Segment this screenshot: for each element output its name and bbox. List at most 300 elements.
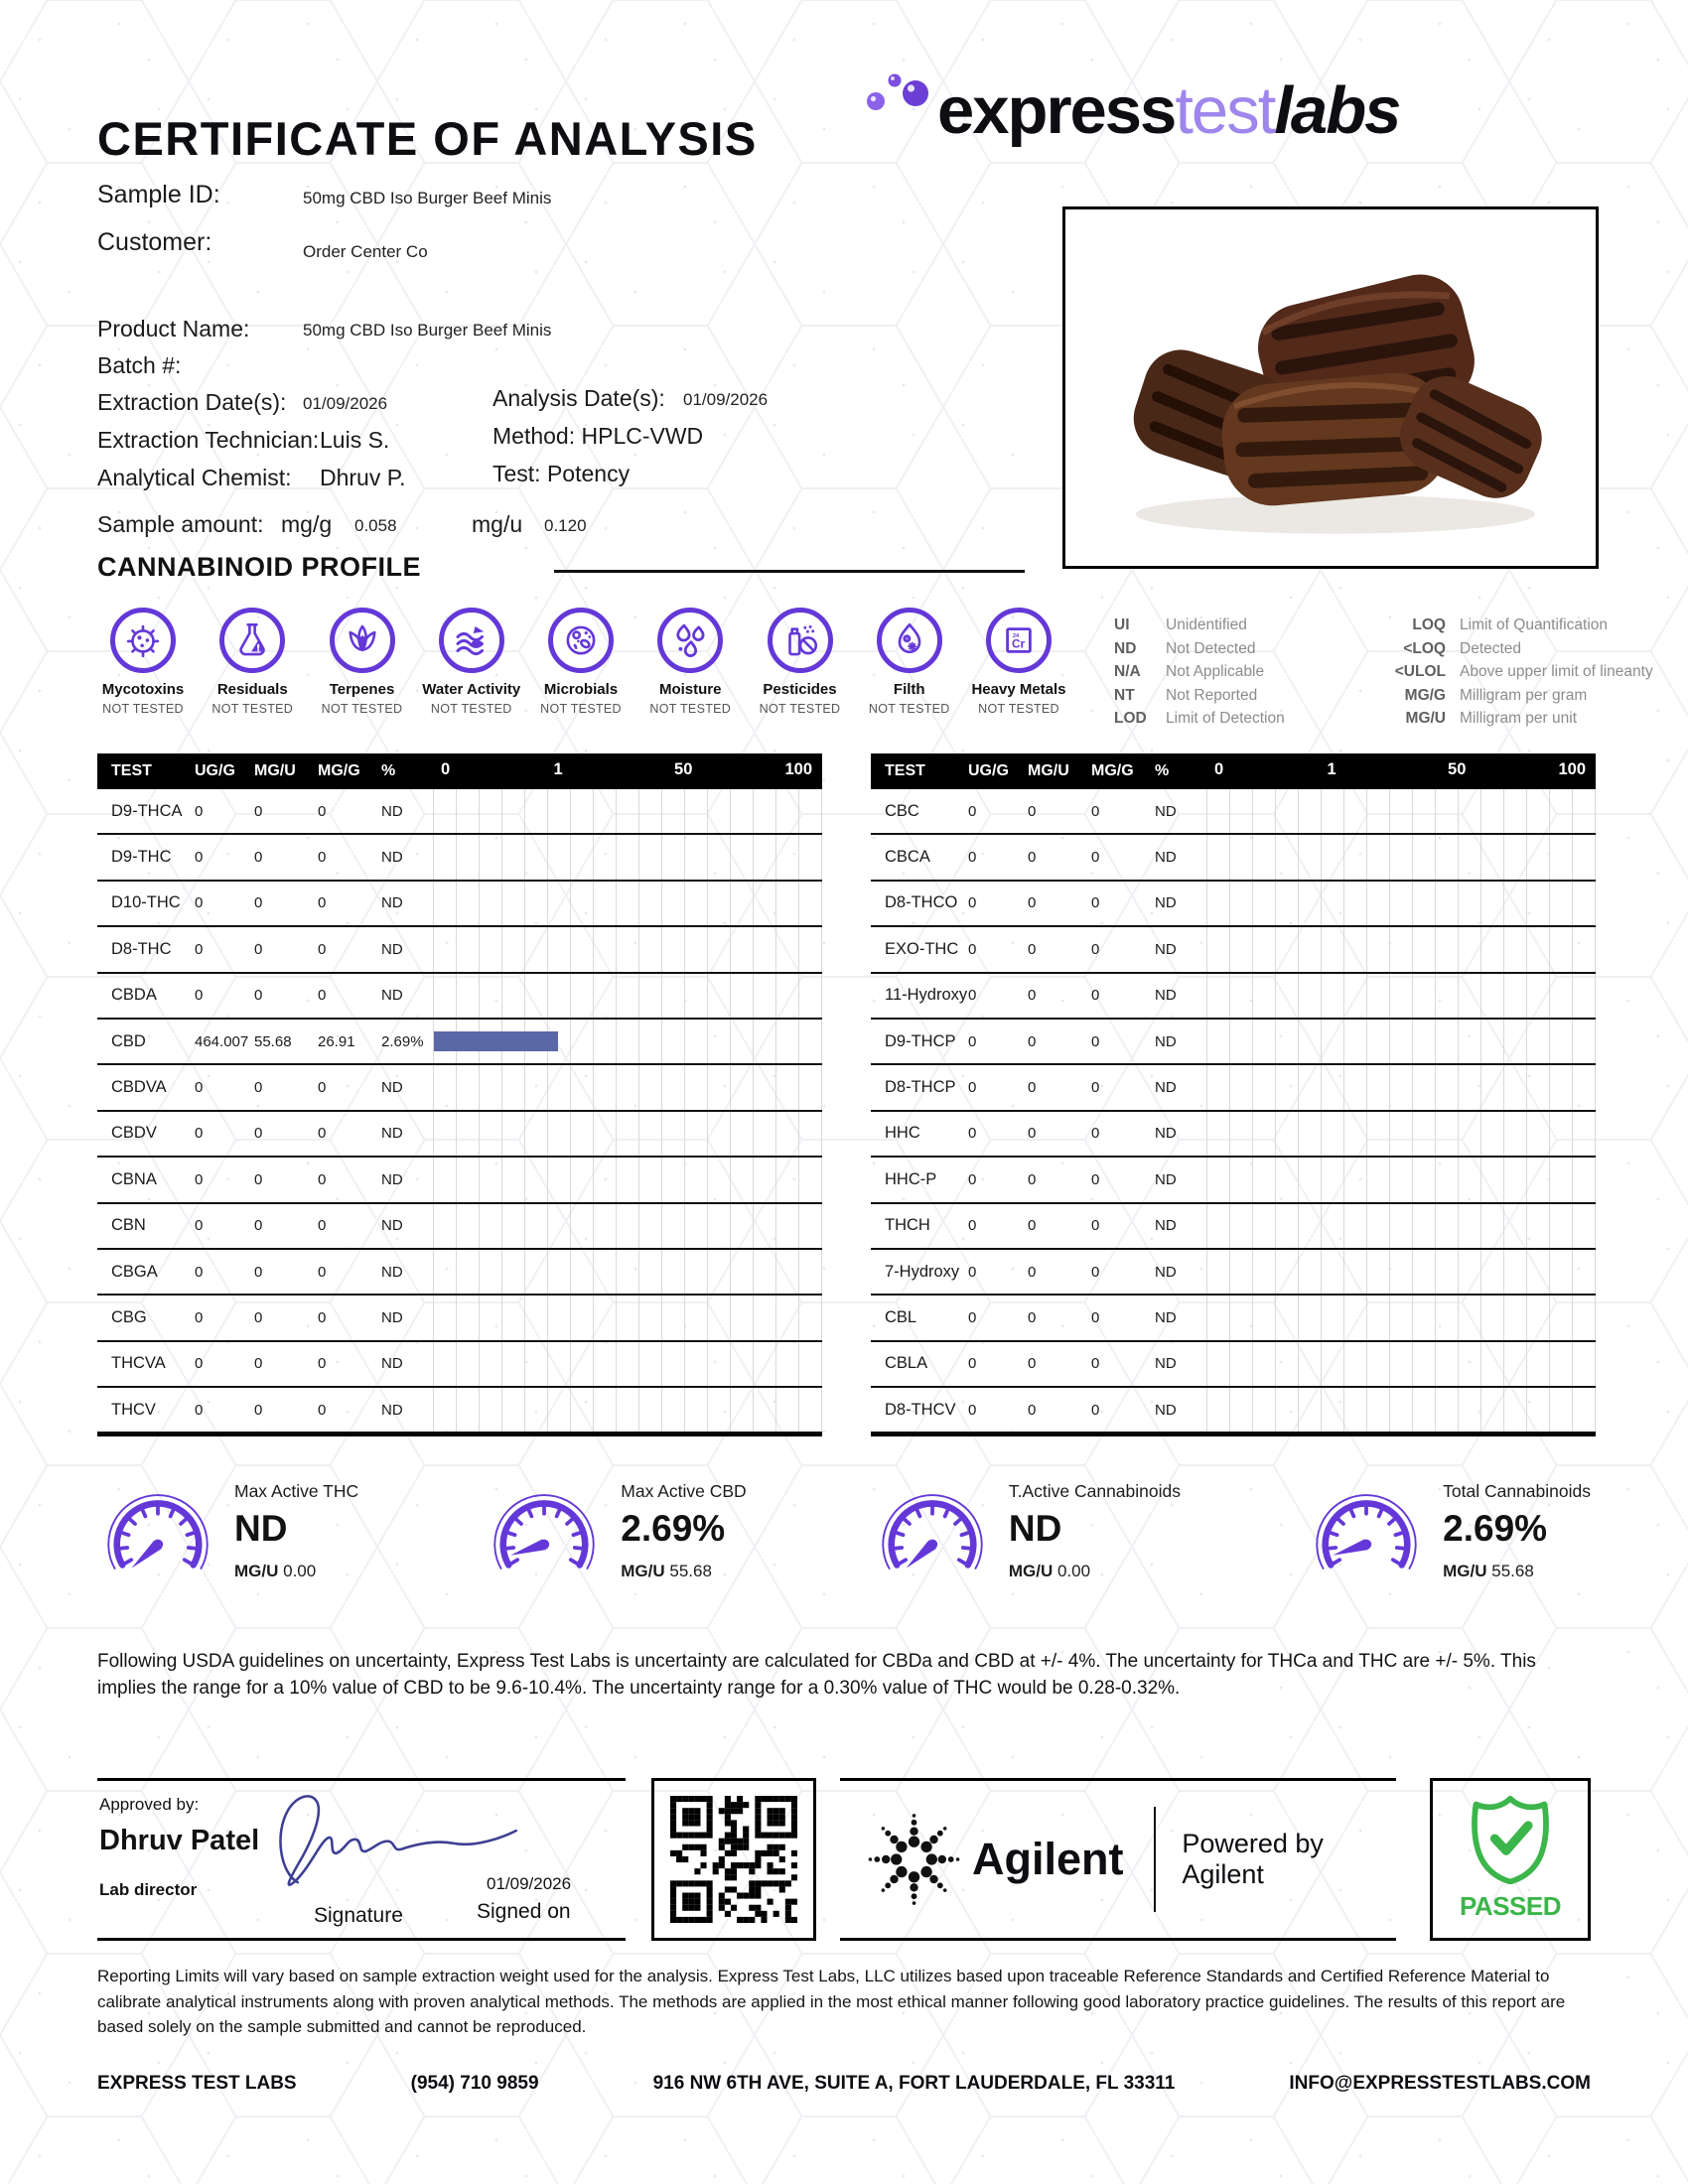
cell-mgg: 0 xyxy=(1091,1217,1100,1235)
shield-check-icon xyxy=(1467,1793,1554,1884)
cell-chart xyxy=(433,1020,822,1063)
table-row xyxy=(97,835,822,881)
cell-mgu: 0 xyxy=(1028,940,1037,958)
legend-desc: Milligram per gram xyxy=(1460,686,1588,704)
cell-test-name: CBDA xyxy=(111,986,157,1005)
gauge-title: Max Active THC xyxy=(234,1481,359,1501)
gauge-unit xyxy=(621,1562,746,1581)
gauge-unit xyxy=(1443,1562,1591,1581)
cell-ugg: 0 xyxy=(968,987,977,1005)
cell-chart xyxy=(433,927,822,971)
cell-pct: ND xyxy=(1155,1032,1177,1050)
legend-abbr: ND xyxy=(1114,639,1137,657)
test-value: Test: Potency xyxy=(492,461,631,486)
cell-test-name: CBCA xyxy=(885,848,930,867)
screening-label: Mycotoxins xyxy=(101,681,185,698)
cell-mgu: 0 xyxy=(1028,894,1037,912)
cell-ugg: 464.007 xyxy=(195,1032,249,1050)
table-row xyxy=(97,1065,822,1111)
cell-chart xyxy=(433,1250,822,1294)
cell-chart xyxy=(1206,1250,1596,1294)
cell-mgu: 55.68 xyxy=(254,1032,292,1050)
cell-test-name: 11-Hydroxy xyxy=(885,986,968,1005)
cell-ugg: 0 xyxy=(968,1308,977,1326)
cell-test-name: D9-THCP xyxy=(885,1031,956,1050)
agilent-attribution xyxy=(840,1778,1396,1941)
logo-wordmark xyxy=(866,73,1400,148)
gauge-title: Total Cannabinoids xyxy=(1443,1481,1591,1501)
cell-mgu: 0 xyxy=(1028,1032,1037,1050)
uncertainty-statement: Following USDA guidelines on uncertainty, Express Test Labs is uncertainty are calculated for CBDa and CBD at +/- 4%. The uncertainty for THCa and THC are +/- 5%. This implies the range for a 10% value of CBD to be 9.6-10.4%. The uncertainty range for a 0.30% value of THC would be 0.28-0.32%. xyxy=(97,1651,1536,1699)
gauge-dial-icon xyxy=(97,1487,218,1594)
screening-icon-circle xyxy=(439,608,504,673)
cell-mgu: 0 xyxy=(1028,802,1037,820)
table-row xyxy=(871,1112,1596,1158)
cell-chart xyxy=(1206,1296,1596,1339)
legend-abbr: LOQ xyxy=(1412,616,1446,633)
col-pct: % xyxy=(1155,762,1170,779)
table-row xyxy=(871,1388,1596,1433)
analysis-date-label: Analysis Date(s): xyxy=(492,385,665,411)
cell-mgg: 0 xyxy=(1091,1401,1100,1419)
cell-ugg: 0 xyxy=(195,1308,204,1326)
logo-labs-text: labs xyxy=(1274,73,1400,148)
screening-item xyxy=(311,608,414,716)
footer-email: INFO@EXPRESSTESTLABS.COM xyxy=(1289,2073,1591,2094)
cell-mgu: 0 xyxy=(254,1125,263,1143)
table-row xyxy=(871,1204,1596,1250)
cell-chart xyxy=(1206,1388,1596,1432)
extraction-technician-value: Luis S. xyxy=(320,427,390,453)
cell-ugg: 0 xyxy=(968,1217,977,1235)
legend-row xyxy=(1382,614,1653,637)
gauge-text xyxy=(621,1481,746,1581)
cell-pct: ND xyxy=(381,1217,403,1235)
legend-abbr: MG/U xyxy=(1405,710,1446,727)
legend-row xyxy=(1114,637,1354,661)
gauge-unit-value: 55.68 xyxy=(669,1562,712,1580)
analytical-chemist-value: Dhruv P. xyxy=(320,465,406,490)
scale-0: 0 xyxy=(441,760,451,778)
legend-row xyxy=(1114,684,1354,708)
cell-test-name: D10-THC xyxy=(111,893,181,912)
gauge-dial-icon xyxy=(1306,1487,1427,1594)
screening-icon xyxy=(122,619,164,661)
legend-row xyxy=(1382,660,1653,684)
legend-abbr: UI xyxy=(1114,616,1130,633)
cell-ugg: 0 xyxy=(195,1079,204,1097)
scale-0: 0 xyxy=(1214,760,1224,778)
gauge-dial-icon xyxy=(484,1487,605,1594)
cell-mgg: 0 xyxy=(1091,1355,1100,1373)
cell-chart xyxy=(433,1342,822,1386)
cell-ugg: 0 xyxy=(968,849,977,867)
cell-chart xyxy=(1206,1020,1596,1063)
agilent-brand: Agilent xyxy=(972,1834,1124,1884)
screening-icon-circle xyxy=(657,608,723,673)
cell-chart xyxy=(1206,1204,1596,1248)
cell-mgg: 0 xyxy=(1091,802,1100,820)
cell-mgu: 0 xyxy=(254,849,263,867)
cell-mgu: 0 xyxy=(254,1263,263,1281)
cell-mgg: 0 xyxy=(318,1217,327,1235)
cell-chart xyxy=(1206,1342,1596,1386)
table-row xyxy=(97,1020,822,1065)
cell-mgg: 0 xyxy=(1091,940,1100,958)
cell-pct: ND xyxy=(1155,1170,1177,1188)
cell-mgu: 0 xyxy=(254,987,263,1005)
legend-desc: Unidentified xyxy=(1166,616,1247,633)
summary-gauges xyxy=(97,1481,1591,1594)
cell-pct: ND xyxy=(381,802,403,820)
legend-desc: Above upper limit of lineanty xyxy=(1460,663,1653,680)
legend-desc: Milligram per unit xyxy=(1460,710,1578,727)
gauge-unit-abbr: MG/U xyxy=(1008,1562,1054,1580)
screening-status: NOT TESTED xyxy=(540,702,622,716)
footer-address: 916 NW 6TH AVE, SUITE A, FORT LAUDERDALE, FL 33311 xyxy=(652,2073,1176,2094)
screening-icon xyxy=(779,619,821,661)
batch-label: Batch #: xyxy=(97,352,182,378)
cell-test-name: D8-THCP xyxy=(885,1078,956,1097)
screening-icon-row xyxy=(91,608,1070,716)
screening-icon-circle xyxy=(877,608,942,673)
cell-pct: ND xyxy=(1155,802,1177,820)
cell-pct: ND xyxy=(1155,1263,1177,1281)
extraction-technician-label: Extraction Technician: xyxy=(97,427,320,453)
table-body xyxy=(97,789,822,1436)
beef-jerky-image xyxy=(1077,221,1584,554)
screening-icon-circle xyxy=(110,608,176,673)
signature-label: Signature xyxy=(314,1904,403,1927)
footer-company: EXPRESS TEST LABS xyxy=(97,2073,297,2094)
cell-chart xyxy=(1206,974,1596,1018)
cell-ugg: 0 xyxy=(968,1355,977,1373)
cell-test-name: CBDVA xyxy=(111,1078,167,1097)
table-body xyxy=(871,789,1596,1436)
footer-bar xyxy=(97,2073,1591,2095)
cell-chart xyxy=(433,1065,822,1109)
scale-100: 100 xyxy=(784,760,812,778)
cannabinoid-profile-heading: CANNABINOID PROFILE xyxy=(97,552,421,582)
screening-icon xyxy=(560,619,602,661)
section-heading-rule xyxy=(554,570,1025,573)
cell-mgg: 0 xyxy=(1091,1079,1100,1097)
agilent-starburst-icon xyxy=(866,1808,962,1911)
screening-icon xyxy=(451,619,492,661)
scale-100: 100 xyxy=(1558,760,1586,778)
cell-pct: ND xyxy=(381,1263,403,1281)
legend-desc: Limit of Quantification xyxy=(1460,616,1609,633)
sample-amount-label: Sample amount: xyxy=(97,511,264,537)
screening-label: Moisture xyxy=(658,681,722,698)
cell-chart xyxy=(433,974,822,1018)
table-row xyxy=(871,835,1596,881)
screening-item xyxy=(420,608,523,716)
gauge-title: Max Active CBD xyxy=(621,1481,747,1501)
logo-bubbles-icon xyxy=(862,66,935,123)
legend-abbr: MG/G xyxy=(1404,686,1446,704)
cell-mgg: 0 xyxy=(318,1401,327,1419)
screening-label: Filth xyxy=(893,681,925,698)
cell-chart xyxy=(1206,789,1596,833)
cell-test-name: THCVA xyxy=(111,1354,166,1373)
cell-ugg: 0 xyxy=(195,894,204,912)
cell-test-name: THCV xyxy=(111,1400,156,1419)
cell-pct: ND xyxy=(381,1170,403,1188)
gauge-text xyxy=(1009,1481,1181,1581)
cell-pct: ND xyxy=(381,940,403,958)
cell-test-name: D8-THC xyxy=(111,939,172,958)
disclaimer-text: Reporting Limits will vary based on sample extraction weight used for the analysis. Express Test Labs, LLC utilizes based upon traceable Reference Standards and Certified Reference Material to calibrate analytical instruments along with proven analytical methods. The methods are applied in the most ethical manner following good laboratory practice guidelines. The results of this report are based solely on the sample submitted and cannot be reproduced. xyxy=(97,1967,1566,2036)
table-header xyxy=(97,753,822,789)
scale-50: 50 xyxy=(1448,760,1467,778)
cell-test-name: HHC xyxy=(885,1124,920,1143)
cell-mgg: 0 xyxy=(318,894,327,912)
table-row xyxy=(871,789,1596,835)
scale-50: 50 xyxy=(674,760,693,778)
legend-column-2 xyxy=(1382,614,1653,731)
screening-item xyxy=(529,608,633,716)
table-row xyxy=(97,1342,822,1388)
sample-id-value: 50mg CBD Iso Burger Beef Minis xyxy=(303,189,552,207)
gauge-value: ND xyxy=(234,1508,288,1549)
cell-chart xyxy=(433,1388,822,1432)
screening-label: Terpenes xyxy=(329,681,395,698)
gauge-unit-value: 55.68 xyxy=(1491,1562,1534,1580)
cell-mgu: 0 xyxy=(254,1355,263,1373)
cell-mgg: 0 xyxy=(318,1355,327,1373)
col-mgu: MG/U xyxy=(254,762,296,779)
qr-code xyxy=(651,1778,816,1941)
screening-icon xyxy=(342,619,383,661)
cell-chart xyxy=(1206,1158,1596,1201)
gauge-title: T.Active Cannabinoids xyxy=(1008,1481,1181,1501)
cell-chart xyxy=(1206,1065,1596,1109)
col-test: TEST xyxy=(111,762,152,779)
cell-mgg: 0 xyxy=(318,987,327,1005)
col-mgg: MG/G xyxy=(1091,762,1134,779)
cell-ugg: 0 xyxy=(195,1170,204,1188)
screening-icon-circle xyxy=(330,608,395,673)
cell-ugg: 0 xyxy=(968,1263,977,1281)
cell-chart xyxy=(433,835,822,879)
table-row xyxy=(97,1204,822,1250)
cell-test-name: D8-THCO xyxy=(885,893,958,912)
cell-mgg: 0 xyxy=(318,802,327,820)
screening-label: Pesticides xyxy=(763,681,837,698)
legend-abbr: LOD xyxy=(1114,710,1147,727)
cell-test-name: CBLA xyxy=(885,1354,928,1373)
legend-desc: Detected xyxy=(1460,639,1522,657)
col-mgg: MG/G xyxy=(318,762,360,779)
gauge-text xyxy=(234,1481,358,1581)
gauge-unit-abbr: MG/U xyxy=(621,1562,665,1580)
cell-mgg: 0 xyxy=(1091,987,1100,1005)
gauge-value: 2.69% xyxy=(1443,1508,1548,1549)
table-row xyxy=(871,1342,1596,1388)
signed-on-label: Signed on xyxy=(477,1900,571,1923)
cell-mgu: 0 xyxy=(254,802,263,820)
cell-mgg: 0 xyxy=(1091,1308,1100,1326)
sample-amount-mgu-value: 0.120 xyxy=(544,516,587,535)
legend-row xyxy=(1382,684,1653,708)
cell-test-name: D8-THCV xyxy=(885,1400,956,1419)
cell-mgu: 0 xyxy=(254,1308,263,1326)
cell-chart xyxy=(1206,882,1596,925)
table-row xyxy=(871,1250,1596,1296)
legend-abbr: <ULOL xyxy=(1394,663,1446,680)
approver-role: Lab director xyxy=(99,1880,198,1899)
screening-status: NOT TESTED xyxy=(868,702,950,716)
scale-1: 1 xyxy=(1327,760,1336,778)
screening-icon xyxy=(669,619,711,661)
cell-chart xyxy=(433,1296,822,1339)
product-name-label: Product Name: xyxy=(97,316,250,341)
table-row xyxy=(871,1020,1596,1065)
abbreviation-legend xyxy=(1114,614,1653,731)
screening-status: NOT TESTED xyxy=(649,702,732,716)
cell-ugg: 0 xyxy=(195,1401,204,1419)
screening-item xyxy=(201,608,304,716)
gauge-unit xyxy=(1009,1562,1181,1581)
cell-test-name: CBD xyxy=(111,1031,146,1050)
powered-by-agilent-label: Powered by Agilent xyxy=(1182,1829,1324,1889)
gauge-unit-abbr: MG/U xyxy=(234,1562,279,1580)
product-photo xyxy=(1062,206,1599,569)
screening-item xyxy=(91,608,195,716)
gauge-dial-icon xyxy=(872,1487,993,1594)
cell-mgu: 0 xyxy=(1028,1308,1037,1326)
cell-mgu: 0 xyxy=(1028,849,1037,867)
screening-item xyxy=(967,608,1070,716)
scale-1: 1 xyxy=(553,760,563,778)
cell-pct: ND xyxy=(1155,1401,1177,1419)
legend-abbr: NT xyxy=(1114,686,1135,704)
screening-item xyxy=(858,608,961,716)
cell-mgu: 0 xyxy=(254,1401,263,1419)
extraction-date-value: 01/09/2026 xyxy=(303,394,388,413)
cell-pct: 2.69% xyxy=(381,1032,424,1050)
table-row xyxy=(871,1296,1596,1341)
col-ugg: UG/G xyxy=(968,762,1009,779)
cell-pct: ND xyxy=(1155,1355,1177,1373)
cell-mgg: 0 xyxy=(1091,849,1100,867)
cell-mgg: 0 xyxy=(1091,1032,1100,1050)
cell-mgg: 0 xyxy=(1091,1263,1100,1281)
legend-abbr: N/A xyxy=(1114,663,1141,680)
screening-status: NOT TESTED xyxy=(978,702,1059,716)
table-row xyxy=(871,1158,1596,1203)
gauge xyxy=(97,1481,358,1594)
cell-test-name: CBNA xyxy=(111,1169,157,1188)
cell-chart xyxy=(433,1204,822,1248)
cell-chart xyxy=(433,882,822,925)
cell-mgg: 0 xyxy=(318,1308,327,1326)
screening-label: Microbials xyxy=(543,681,619,698)
cell-pct: ND xyxy=(381,987,403,1005)
cell-test-name: CBDV xyxy=(111,1124,157,1143)
cell-pct: ND xyxy=(1155,894,1177,912)
chart-scale xyxy=(433,753,822,789)
signed-date: 01/09/2026 xyxy=(487,1874,572,1893)
approval-box xyxy=(97,1778,626,1941)
cell-ugg: 0 xyxy=(195,940,204,958)
cell-pct: ND xyxy=(1155,1217,1177,1235)
cell-test-name: CBL xyxy=(885,1307,917,1326)
cell-test-name: CBN xyxy=(111,1216,146,1235)
cell-pct: ND xyxy=(1155,940,1177,958)
table-row xyxy=(97,974,822,1020)
chart-scale xyxy=(1206,753,1596,789)
footer-phone: (954) 710 9859 xyxy=(410,2073,539,2094)
sample-amount-mgg-value: 0.058 xyxy=(354,516,397,535)
express-test-labs-logo xyxy=(866,73,1400,148)
product-name-value: 50mg CBD Iso Burger Beef Minis xyxy=(303,321,552,340)
screening-label: Water Activity xyxy=(422,681,521,698)
screening-icon-circle xyxy=(768,608,833,673)
cell-pct: ND xyxy=(381,1401,403,1419)
screening-icon-circle xyxy=(219,608,285,673)
analytical-chemist-label: Analytical Chemist: xyxy=(97,465,292,490)
gauge-unit xyxy=(234,1562,358,1581)
cell-mgu: 0 xyxy=(1028,1217,1037,1235)
cell-mgu: 0 xyxy=(254,940,263,958)
passed-badge xyxy=(1430,1778,1591,1941)
col-pct: % xyxy=(381,762,396,779)
sample-id-label: Sample ID: xyxy=(97,181,220,208)
legend-row xyxy=(1382,637,1653,661)
table-row xyxy=(97,789,822,835)
cell-ugg: 0 xyxy=(968,1079,977,1097)
cell-mgu: 0 xyxy=(254,1079,263,1097)
table-row xyxy=(97,1388,822,1433)
gauge-unit-value: 0.00 xyxy=(1056,1562,1091,1580)
cell-mgu: 0 xyxy=(1028,1401,1037,1419)
cell-chart xyxy=(1206,1112,1596,1156)
cell-ugg: 0 xyxy=(195,1355,204,1373)
col-ugg: UG/G xyxy=(195,762,235,779)
cell-mgg: 26.91 xyxy=(318,1032,355,1050)
sample-amount-mgu-label: mg/u xyxy=(472,511,523,537)
cell-mgg: 0 xyxy=(318,1170,327,1188)
cell-mgg: 0 xyxy=(318,1079,327,1097)
cell-test-name: CBC xyxy=(885,801,919,820)
cell-ugg: 0 xyxy=(968,1032,977,1050)
cell-mgu: 0 xyxy=(1028,1125,1037,1143)
table-row xyxy=(871,1065,1596,1111)
qr-code-image xyxy=(670,1796,797,1923)
gauge xyxy=(1306,1481,1591,1594)
screening-label: Heavy Metals xyxy=(971,681,1066,698)
cell-test-name: D9-THCA xyxy=(111,801,183,820)
cell-test-name: HHC-P xyxy=(885,1169,937,1188)
sample-amount-mgg-label: mg/g xyxy=(281,511,333,537)
screening-icon-circle xyxy=(548,608,614,673)
cell-ugg: 0 xyxy=(968,894,977,912)
cell-ugg: 0 xyxy=(195,1263,204,1281)
legend-row xyxy=(1114,660,1354,684)
table-row xyxy=(97,882,822,927)
cell-mgg: 0 xyxy=(1091,1125,1100,1143)
table-row xyxy=(871,927,1596,973)
vertical-divider xyxy=(1154,1807,1157,1912)
cell-test-name: CBG xyxy=(111,1307,147,1326)
cell-pct: ND xyxy=(381,1308,403,1326)
legend-desc: Limit of Detection xyxy=(1166,710,1285,727)
gauge-value: 2.69% xyxy=(621,1508,726,1549)
screening-item xyxy=(749,608,852,716)
cell-test-name: CBGA xyxy=(111,1262,158,1281)
